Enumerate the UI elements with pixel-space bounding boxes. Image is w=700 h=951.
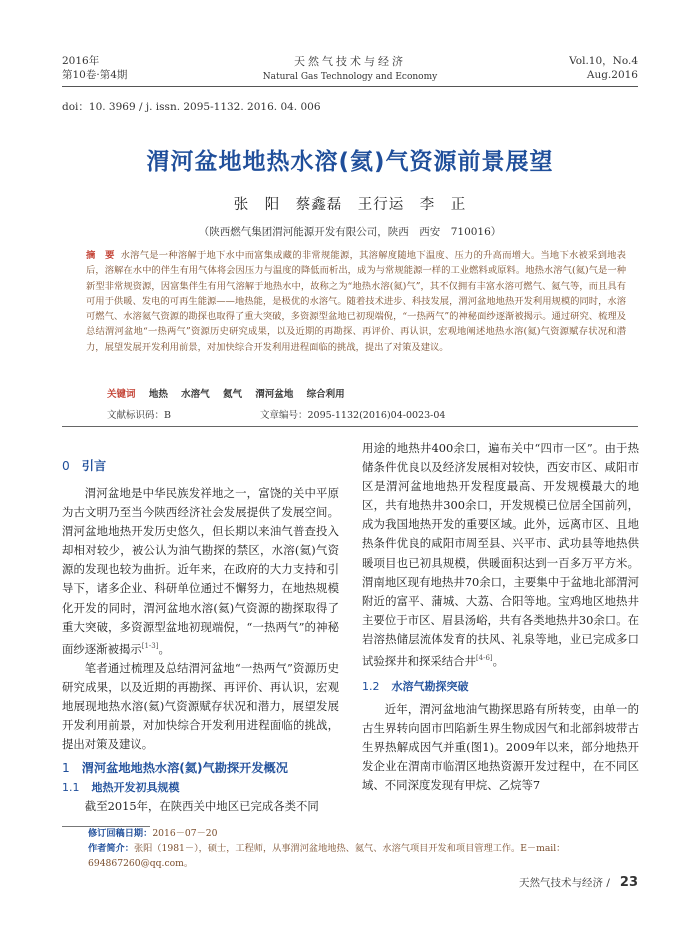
header-rule (62, 86, 638, 87)
author-bio (88, 841, 644, 871)
section-heading-1-1 (62, 778, 339, 797)
paragraph: 近年，渭河盆地油气勘探思路有所转变，由单一的古生界转向固市凹陷新生界生物成因气和北部斜坡带古生界热解成因气并重(图1)。2009年以来，部分地热开发企业在渭南市临渭区地热资源开发过程中，在不同区域、不同深度发现有甲烷、乙烷等7 (362, 701, 639, 793)
abstract (86, 248, 626, 355)
body-column-left (62, 456, 339, 816)
article-number: 文章编号：2095-1132(2016)04-0023-04 (260, 410, 446, 421)
section-title: 地热开发初具规模 (91, 781, 180, 795)
paper-title: 渭河盆地地热水溶(氦)气资源前景展望 (146, 149, 554, 175)
abstract-rule (62, 426, 638, 427)
section-title: 渭河盆地地热水溶(氦)气勘探开发概况 (81, 761, 288, 776)
header-year: 2016年 (62, 55, 100, 67)
section-number: 1.2 (362, 679, 380, 693)
keywords-label: 关键词 (107, 389, 136, 400)
section-heading-1 (62, 758, 339, 778)
body-column-right (362, 439, 639, 795)
keyword: 氦气 (222, 389, 242, 400)
header-journal (230, 54, 470, 84)
footnote (88, 826, 644, 871)
abstract-label: 摘 要 (86, 250, 115, 261)
keyword: 地热 (148, 389, 168, 400)
author-bio-text: 张阳（1981－），硕士，工程师，从事渭河盆地地热、氦气、水溶气项目开发和项目管理工作。E－mail：694867260@qq.com。 (88, 843, 566, 869)
citation: [4-6] (475, 654, 493, 663)
paragraph-text: 用途的地热井400余口，遍布关中“四市一区”。由于热储条件优良以及经济发展相对较快，西安市区、咸阳市区是渭河盆地地热开发程度最高、开发规模最大的地区，共有地热井300余口，开发规模已位居全国前列，成为我国地热开发的重要区域。此外，远离市区、且地热条件优良的咸阳市周至县、兴平市、武功县等地热供暖项目也已初具规模，供暖面积达到一百多万平方米。渭南地区现有地热井70余口，主要集中于盆地北部渭河附近的富平、蒲城、大荔、合阳等地。宝鸡地区地热井主要位于市区、眉县汤峪，共有各类地热井30余口。在岩溶热储层流体发育的扶风、礼泉等地，业已完成多口试验探井和探采结合井 (362, 441, 639, 668)
keyword: 综合利用 (306, 389, 345, 400)
paragraph (62, 484, 339, 659)
paragraph-end: 。 (492, 653, 505, 668)
header-vol-no (569, 54, 638, 82)
page-number: 23 (619, 875, 638, 890)
paragraph (362, 439, 639, 671)
received-label: 修订回稿日期： (88, 828, 153, 839)
journal-name-en: Natural Gas Technology and Economy (262, 72, 438, 82)
section-heading-intro (62, 456, 339, 476)
paragraph: 笔者通过梳理及总结渭河盆地“一热两气”资源历史研究成果，以及近期的再勘探、再评价、再认识，宏观地展现地热水溶(氦)气资源赋存状况和潜力，展望发展开发利用前景，对加快综合开发利用进程面临的挑战，提出对策及建议。 (62, 660, 339, 752)
paragraph-end: 。 (158, 641, 170, 656)
citation: [1-3] (141, 641, 159, 650)
section-number: 1.1 (62, 781, 80, 795)
keywords (107, 386, 355, 400)
page-footer (519, 875, 638, 890)
header-date: Aug.2016 (586, 69, 638, 81)
author-bio-label: 作者简介： (88, 843, 134, 854)
section-heading-1-2 (362, 677, 639, 696)
section-number: 0 (62, 459, 70, 473)
header-vol: Vol.10，No.4 (569, 55, 638, 67)
keyword: 渭河盆地 (255, 389, 294, 400)
header-issue (62, 54, 127, 82)
section-number: 1 (62, 761, 70, 776)
document-code: 文献标识码：B (107, 410, 171, 421)
journal-name-cn: 天然气技术与经济 (294, 55, 406, 68)
footer-journal: 天然气技术与经济 / (519, 877, 610, 889)
section-title: 引言 (81, 459, 107, 473)
paragraph-text: 渭河盆地是中华民族发祥地之一，富饶的关中平原为古文明乃至当今陕西经济社会发展提供了发展空间。渭河盆地地热开发历史悠久，但长期以来油气普查投入却相对较少，被公认为油气勘探的禁区，水溶(氦)气资源的发现也较为曲折。近年来，在政府的大力支持和引导下，诸多企业、科研单位通过不懈努力，在地热规模化开发的同时，渭河盆地水溶(氦)气资源的勘探取得了重大突破，多资源型盆地初现端倪，“一热两气”的神秘面纱逐渐被揭示 (62, 486, 339, 656)
received-date (88, 826, 644, 841)
affiliation: （陕西燃气集团渭河能源开发有限公司，陕西 西安 710016） (198, 226, 502, 238)
doi: doi：10. 3969 / j. issn. 2095-1132. 2016. 04. 006 (62, 101, 321, 113)
keyword: 水溶气 (181, 389, 210, 400)
paragraph: 截至2015年，在陕西关中地区已完成各类不同 (84, 799, 319, 814)
section-title: 水溶气勘探突破 (391, 679, 469, 693)
received-value: 2016－07－20 (152, 828, 218, 839)
abstract-text: 水溶气是一种溶解于地下水中而富集成藏的非常规能源，其溶解度随地下温度、压力的升高而增大。当地下水被采到地表后，溶解在水中的伴生有用气体将会因压力与温度的降低而析出，成为与常规能源一样的工业燃料或原料。地热水溶气(氦)气是一种新型非常规资源，因富集伴生有用气溶解于地热水中，故称之为“地热水溶(氦)气”，其不仅拥有丰富水溶可燃气、氦气等，而且具有可用于供暖、发电的可再生能源——地热能，是极优的水溶气。随着技术进步、科技发展，渭河盆地地热开发利用规模的同时，水溶可燃气、水溶氦气资源的勘探也取得了重大突破，多资源型盆地已初现端倪，“一热两气”的神秘面纱逐渐被揭示。通过研究、梳理及总结渭河盆地“一热两气”资源历史研究成果，以及近期的再勘探、再评价、再认识，宏观地阐述地热水溶(氦)气资源赋存状况和潜力，展望发展开发利用前景，对加快综合开发利用进程面临的挑战，提出了对策及建议。 (86, 250, 626, 353)
authors: 张 阳 蔡鑫磊 王行运 李 正 (233, 197, 467, 213)
header-volume: 第10卷·第4期 (62, 69, 128, 81)
